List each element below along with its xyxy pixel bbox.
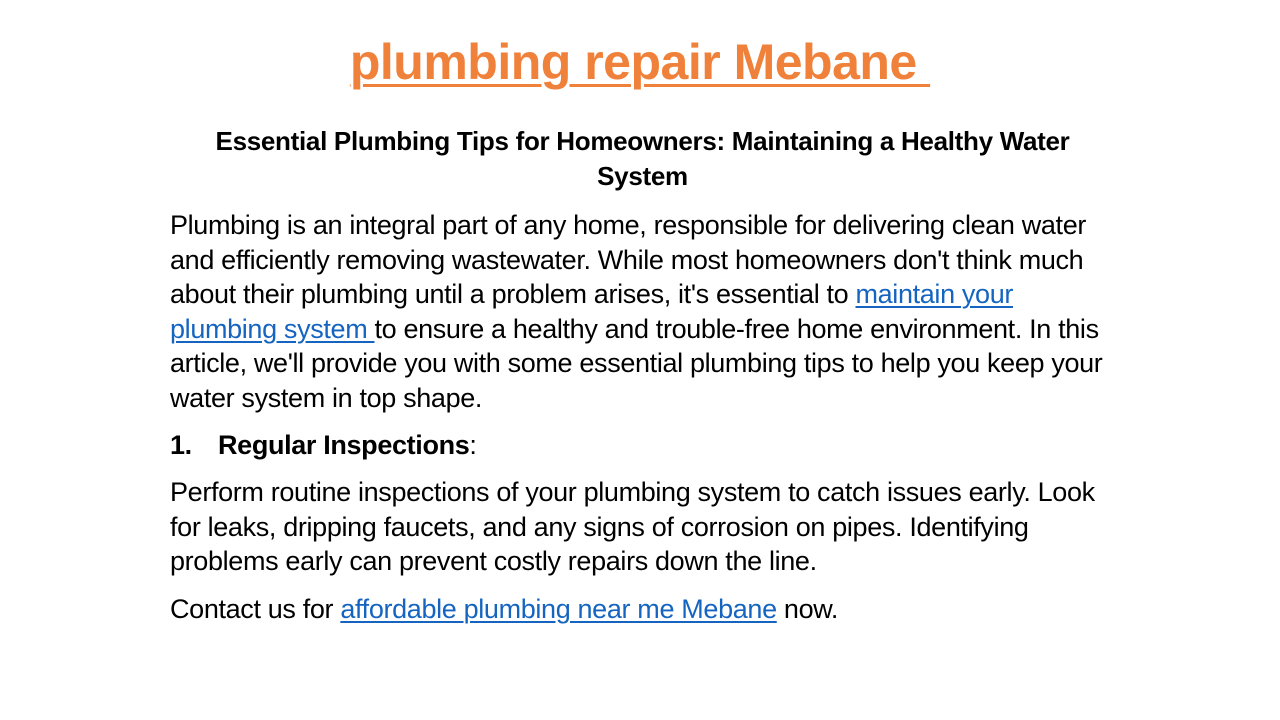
intro-text-after: to ensure a healthy and trouble-free home environment. In this article, we'll provide you with some essential plumbing tips to help you keep your water system in top shape. bbox=[170, 313, 1103, 413]
contact-text-after: now. bbox=[776, 593, 839, 624]
contact-paragraph bbox=[170, 592, 1115, 627]
intro-text-before: Plumbing is an integral part of any home, responsible for delivering clean water and efficiently removing wastewater. While most homeowners don't think much about their plumbing until a problem arises, it's essential to bbox=[170, 210, 1087, 309]
list-text bbox=[218, 428, 477, 462]
list-suffix: : bbox=[469, 430, 477, 460]
list-item-regular-inspections bbox=[170, 428, 1115, 462]
article-heading: Essential Plumbing Tips for Homeowners: Maintaining a Healthy Water System bbox=[215, 126, 1070, 191]
inspection-paragraph: Perform routine inspections of your plumbing system to catch issues early. Look for leaks, dripping faucets, and any signs of corrosion on pipes. Identifying problems early can prevent costly repairs down the line. bbox=[170, 477, 1095, 576]
maintain-plumbing-link[interactable]: maintain your plumbing system bbox=[170, 279, 1014, 344]
page-title: plumbing repair Mebane bbox=[349, 34, 931, 90]
intro-paragraph bbox=[170, 208, 1115, 415]
list-label: Regular Inspections bbox=[218, 430, 470, 460]
affordable-plumbing-link[interactable]: affordable plumbing near me Mebane bbox=[340, 593, 777, 624]
title-container bbox=[0, 30, 1280, 94]
list-number: 1. bbox=[170, 430, 192, 460]
contact-text-before: Contact us for bbox=[170, 593, 341, 624]
content-body bbox=[170, 124, 1115, 639]
